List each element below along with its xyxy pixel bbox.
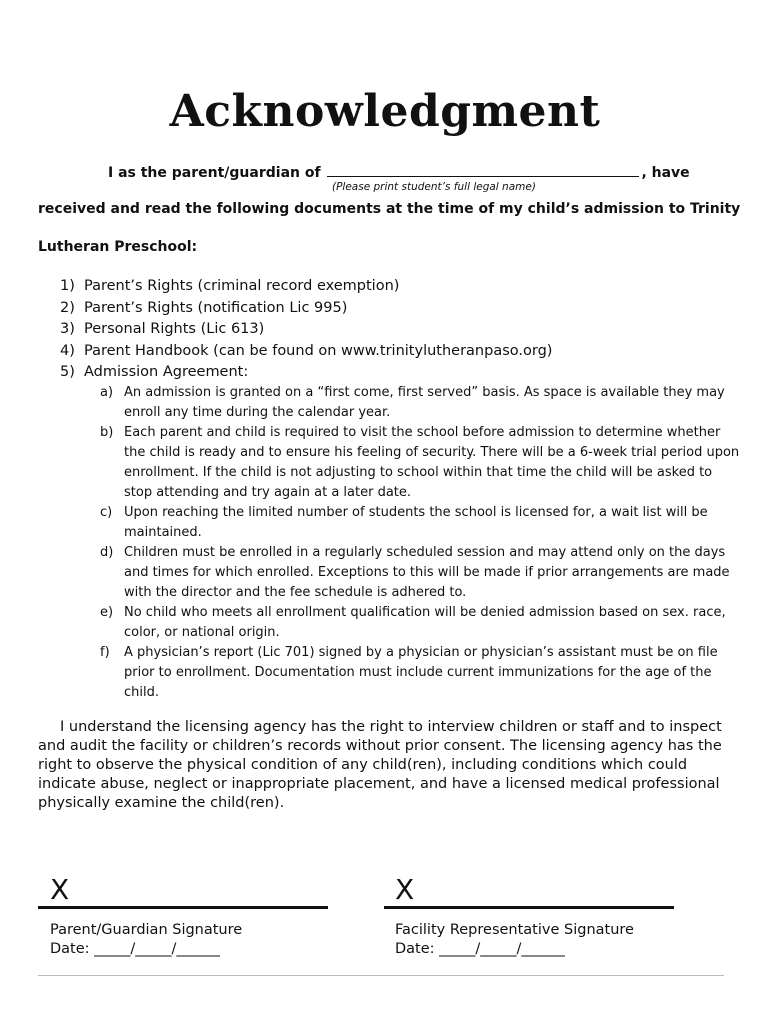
list-text: An admission is granted on a “first come, first served” basis. As space is available they may enroll any time during the calendar year. xyxy=(124,385,725,420)
list-text: Upon reaching the limited number of students the school is licensed for, a wait list will be maintained. xyxy=(124,505,708,540)
list-letter: e) xyxy=(100,605,114,620)
footer-divider xyxy=(38,975,724,976)
guardian-prefix: I as the parent/guardian of xyxy=(108,165,321,181)
list-item xyxy=(100,543,740,603)
list-text: Each parent and child is required to visit the school before admission to determine whether the child is ready and to ensure his feeling of security. There will be a 6-week trial period upon enrollment. If the child is not adjusting to school within that time the child will be asked to stop attending and try again at a later date. xyxy=(124,425,740,500)
list-item xyxy=(60,341,552,363)
list-number: 4) xyxy=(60,342,75,359)
list-item xyxy=(100,383,740,423)
parent-signature-label: Parent/Guardian Signature xyxy=(50,922,243,938)
list-item xyxy=(60,362,552,384)
parent-signature-mark: X xyxy=(50,873,70,906)
document-title: Acknowledgment xyxy=(169,86,601,137)
list-number: 5) xyxy=(60,364,75,380)
list-letter: c) xyxy=(100,505,113,520)
facility-signature-mark: X xyxy=(395,873,415,906)
facility-signature-date[interactable]: Date: _____/_____/______ xyxy=(395,941,565,957)
list-item xyxy=(60,276,552,298)
list-item xyxy=(60,319,552,341)
parent-signature-date[interactable]: Date: _____/_____/______ xyxy=(50,941,220,957)
list-text: Children must be enrolled in a regularly scheduled session and may attend only on the days and times for which enrolled. Exceptions to this will be made if prior arrangements are made with the director and the fee schedule is adhered to. xyxy=(124,545,730,600)
list-item xyxy=(100,423,740,503)
list-letter: a) xyxy=(100,385,114,400)
list-item xyxy=(100,603,740,643)
facility-signature-label: Facility Representative Signature xyxy=(395,922,634,938)
consent-paragraph: I understand the licensing agency has the right to interview children or staff and to inspect and audit the facility or children’s records without prior consent. The licensing agency has the right to observe the physical condition of any child(ren), including conditions which could indicate abuse, neglect or inappropriate placement, and have a licensed medical professional physically examine the child(ren). xyxy=(38,719,722,811)
list-text: Parent’s Rights (criminal record exemption) xyxy=(84,278,400,294)
admission-terms-list xyxy=(100,383,740,703)
list-text: Parent’s Rights (notification Lic 995) xyxy=(84,299,348,316)
guardian-suffix: , have xyxy=(641,165,690,181)
document-list xyxy=(60,276,552,384)
student-name-blank[interactable] xyxy=(327,162,639,177)
parent-signature-line[interactable] xyxy=(38,906,328,909)
list-text: No child who meets all enrollment qualification will be denied admission based on sex. race, color, or national origin. xyxy=(124,605,726,640)
list-letter: b) xyxy=(100,425,114,440)
list-item xyxy=(100,643,740,703)
list-text: Admission Agreement: xyxy=(84,364,249,380)
list-number: 3) xyxy=(60,321,75,337)
guardian-line xyxy=(108,162,690,181)
list-text: A physician’s report (Lic 701) signed by a physician or physician’s assistant must be on file prior to enrollment. Documentation must include current immunizations for the age of the child. xyxy=(124,645,718,700)
list-letter: d) xyxy=(100,545,114,560)
list-letter: f) xyxy=(100,645,110,660)
list-item xyxy=(60,298,552,320)
list-text: Personal Rights (Lic 613) xyxy=(84,321,265,337)
list-number: 1) xyxy=(60,278,75,294)
facility-signature-line[interactable] xyxy=(384,906,674,909)
intro-line-2: received and read the following documents at the time of my child’s admission to Trinity xyxy=(38,201,741,217)
intro-line-3: Lutheran Preschool: xyxy=(38,239,198,255)
student-name-hint: (Please print student’s full legal name) xyxy=(332,181,536,193)
list-text: Parent Handbook (can be found on www.trinitylutheranpaso.org) xyxy=(84,342,553,359)
list-number: 2) xyxy=(60,299,75,316)
list-item xyxy=(100,503,740,543)
